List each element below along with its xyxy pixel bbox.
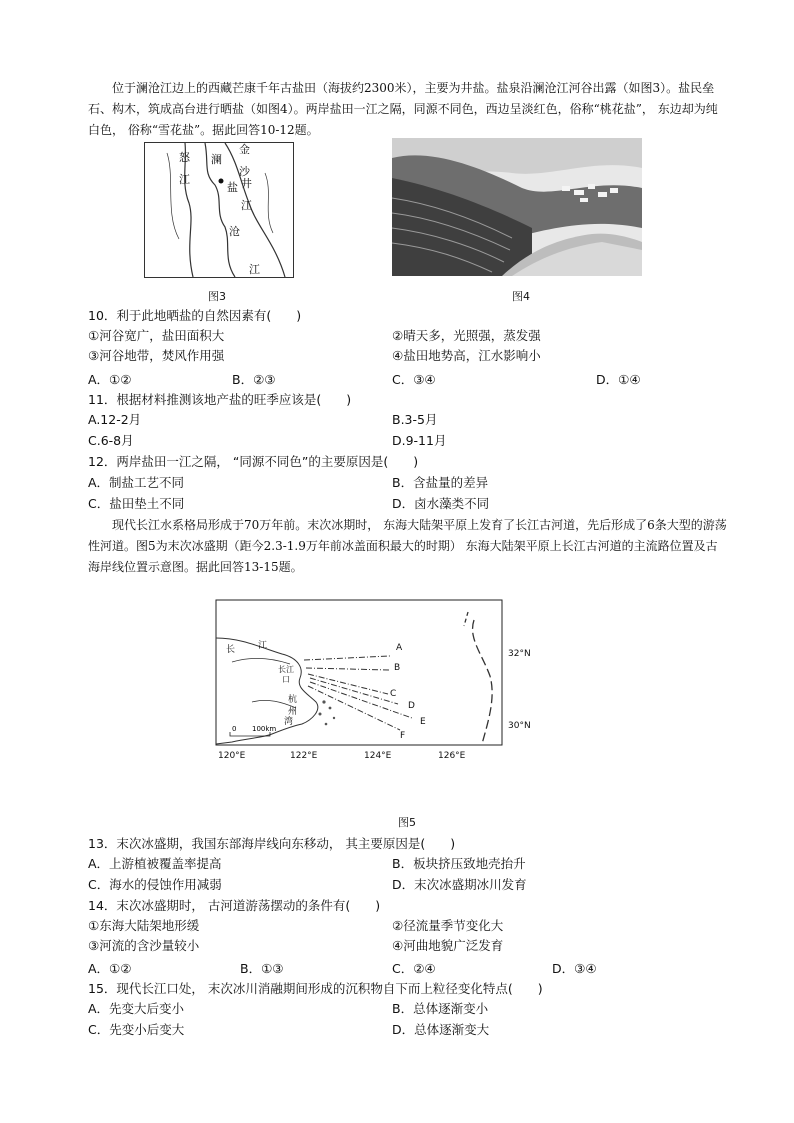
q15-option-c[interactable]: C．先变小后变大	[88, 1022, 185, 1037]
q13-option-d[interactable]: D．末次冰盛期冰川发育	[392, 877, 527, 892]
lat-label-0: 32°N	[508, 649, 531, 659]
q11-option-b[interactable]: B.3-5月	[392, 412, 438, 427]
label-chang: 长	[226, 645, 236, 655]
figure-3-river-map	[144, 142, 294, 278]
route-label-b: B	[394, 663, 401, 673]
salt-well-marker	[219, 179, 224, 184]
label-jiang: 江	[258, 641, 268, 651]
q10-statement-2: ②晴天多，光照强，蒸发强	[392, 328, 541, 343]
lon-label-2: 124°E	[364, 751, 392, 761]
figure-5-scale-zero: 0	[232, 725, 237, 733]
figure-5-caption: 图5	[398, 816, 416, 829]
q10-option-c[interactable]: C．③④	[392, 372, 436, 387]
label-jiang-2: 江	[241, 199, 252, 212]
question-10-stem: 10．利于此地晒盐的自然因素有( )	[88, 308, 302, 323]
lat-label-1: 30°N	[508, 721, 531, 731]
label-jiang-3: 江	[249, 263, 260, 276]
label-hang: 杭	[288, 695, 298, 705]
figure-3-caption: 图3	[208, 290, 226, 303]
lon-label-3: 126°E	[438, 751, 466, 761]
q10-option-d[interactable]: D．①④	[596, 372, 641, 387]
q10-statement-4: ④盐田地势高，江水影响小	[392, 348, 541, 363]
figure-5-scale: 100km	[252, 725, 277, 733]
q10-statement-3: ③河谷地带，焚风作用强	[88, 348, 225, 363]
q14-option-c[interactable]: C．②④	[392, 961, 436, 976]
q11-option-c[interactable]: C.6-8月	[88, 433, 134, 448]
q14-statement-2: ②径流量季节变化大	[392, 918, 504, 933]
q13-option-b[interactable]: B．板块挤压致地壳抬升	[392, 856, 526, 871]
q14-option-a[interactable]: A．①②	[88, 961, 132, 976]
q14-statement-4: ④河曲地貌广泛发育	[392, 938, 504, 953]
label-jiang-1: 江	[179, 173, 190, 186]
lon-label-1: 122°E	[290, 751, 318, 761]
figure-4-photo	[392, 138, 642, 276]
q15-option-a[interactable]: A．先变大后变小	[88, 1001, 185, 1016]
question-15-stem: 15．现代长江口处， 末次冰川消融期间形成的沉积物自下而上粒径变化特点( )	[88, 981, 543, 996]
river-map-svg	[145, 143, 293, 277]
label-lan: 澜	[211, 153, 222, 166]
q12-option-a[interactable]: A．制盐工艺不同	[88, 475, 185, 490]
intro-paragraph-salt-fields: 位于澜沧江边上的西藏芒康千年古盐田（海拔约2300米），主要为井盐。盐泉沿澜沧江河谷出露（如图3）。盐民垒石、构木，筑成高台进行晒盐（如图4）。两岸盐田一江之隔，同源不同色，西边呈淡红色，俗称“桃花盐”， 东边却为纯白色， 俗称“雪花盐”。据此回答10-12题。	[88, 81, 718, 137]
q15-option-b[interactable]: B．总体逐渐变小	[392, 1001, 489, 1016]
q10-option-a[interactable]: A．①②	[88, 372, 132, 387]
route-label-d: D	[408, 701, 415, 711]
route-label-c: C	[390, 689, 397, 699]
q12-option-d[interactable]: D．卤水藻类不同	[392, 496, 490, 511]
intro-paragraph-yangtze: 现代长江水系格局形成于70万年前。末次冰期时， 东海大陆架平原上发育了长江古河道，先后形成了6条大型的游荡性河道。图5为末次冰盛期（距今2.3-1.9万年前冰盖面积最大的时期） 东海大陆架平原上长江古河道的主流路位置及古海岸线位置示意图。据此回答13-15题。	[88, 518, 727, 574]
q15-option-d[interactable]: D．总体逐渐变大	[392, 1022, 490, 1037]
q10-option-b[interactable]: B．②③	[232, 372, 276, 387]
salt-terrace-photo	[392, 138, 642, 276]
q13-option-c[interactable]: C．海水的侵蚀作用减弱	[88, 877, 222, 892]
label-jin: 金	[239, 143, 250, 156]
q12-option-b[interactable]: B．含盐量的差异	[392, 475, 489, 490]
label-yanjing-1: 盐	[227, 181, 238, 194]
label-nu: 怒	[179, 151, 190, 164]
question-13-stem: 13．末次冰盛期，我国东部海岸线向东移动， 其主要原因是( )	[88, 836, 456, 851]
q14-option-b[interactable]: B．①③	[240, 961, 284, 976]
label-changjiangkou-1: 长江	[278, 665, 294, 674]
paleochannel-map-svg	[212, 598, 552, 766]
route-label-f: F	[400, 731, 406, 741]
label-zhou: 州	[288, 707, 298, 717]
label-yanjing-2: 井	[241, 177, 252, 190]
route-label-e: E	[420, 717, 426, 727]
q14-option-d[interactable]: D．③④	[552, 961, 597, 976]
label-wan: 湾	[284, 717, 294, 727]
q12-option-c[interactable]: C．盐田垫土不同	[88, 496, 185, 511]
label-cang: 沧	[229, 225, 240, 238]
label-sha: 沙	[239, 165, 250, 178]
figure-4-caption: 图4	[512, 290, 530, 303]
q11-option-d[interactable]: D.9-11月	[392, 433, 447, 448]
route-label-a: A	[396, 643, 403, 653]
lon-label-0: 120°E	[218, 751, 246, 761]
q14-statement-1: ①东海大陆架地形缓	[88, 918, 200, 933]
q11-option-a[interactable]: A.12-2月	[88, 412, 142, 427]
jinsha-river-line	[225, 143, 285, 277]
q14-statement-3: ③河流的含沙量较小	[88, 938, 200, 953]
q10-statement-1: ①河谷宽广，盐田面积大	[88, 328, 225, 343]
question-12-stem: 12．两岸盐田一江之隔， “同源不同色”的主要原因是( )	[88, 454, 419, 469]
figure-5-paleochannel-map	[212, 598, 552, 766]
question-14-stem: 14．末次冰盛期时， 古河道游荡摆动的条件有( )	[88, 898, 381, 913]
label-changjiangkou-2: 口	[282, 675, 290, 684]
q13-option-a[interactable]: A．上游植被覆盖率提高	[88, 856, 222, 871]
question-11-stem: 11．根据材料推测该地产盐的旺季应该是( )	[88, 392, 352, 407]
